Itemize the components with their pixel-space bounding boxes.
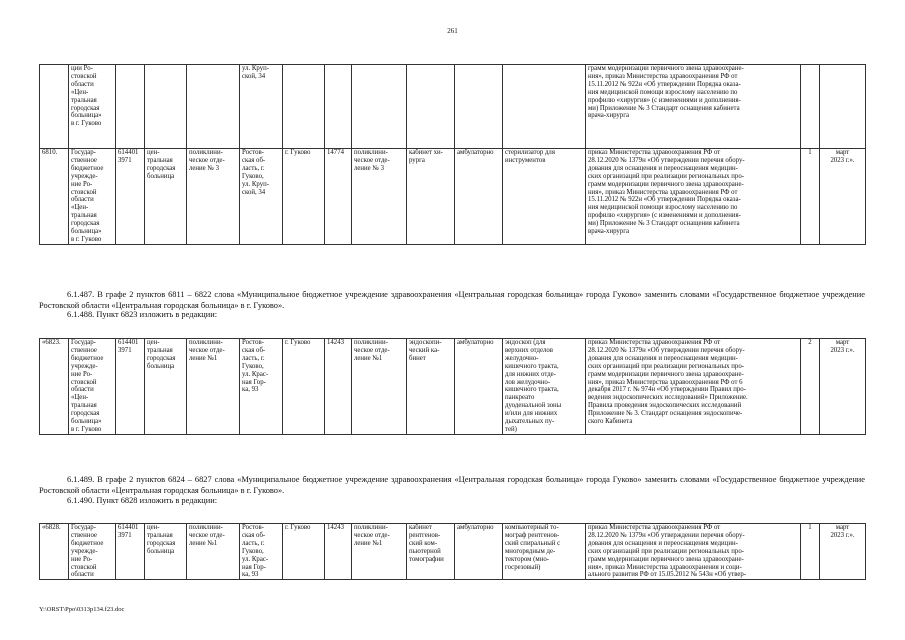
cell <box>283 65 325 149</box>
cell-date: март 2023 г.». <box>820 524 866 580</box>
cell-date: март 2023 г.». <box>820 149 866 245</box>
cell <box>455 65 503 149</box>
cell <box>187 65 240 149</box>
document-path-footer: Y:\ORST\Ppo\0313p134.f23.doc <box>39 606 125 613</box>
cell <box>116 65 145 149</box>
cell <box>40 65 69 149</box>
cell-city: г. Гуково <box>283 524 325 580</box>
cell-regulation: приказ Министерства здравоохранения РФ от 28.12.2020 № 1379н «Об утверждении перечня обору- дования для оснащения и переоснащения медицин- ских организаций при реализации региональных про- грамм модернизации первичного звена здравоохране- ния», приказ Министерства здравоохранения РФ от 6 декабря 2017 г. № 974н «Об утверждении Правил про- ведения эндоскопических исследований» Приложение. Правила проведения эндоскопических исследований Приложение № 3. Стандарт оснащения эндоскопиче- ского Кабинета <box>586 339 801 435</box>
cell-equipment: стерилизатор для инструментов <box>503 149 586 245</box>
cell-number: «6828. <box>40 524 69 580</box>
cell <box>145 65 187 149</box>
cell <box>503 65 586 149</box>
cell-address: ул. Круп- ской, 34 <box>240 65 283 149</box>
cell-address: Ростов- ская об- ласть, г. Гуково, ул. Крас- ная Гор- ка, 93 <box>240 339 283 435</box>
cell <box>801 65 820 149</box>
cell-regulation: приказ Министерства здравоохранения РФ от 28.12.2020 № 1379н «Об утверждении перечня обору- дования для оснащения и переоснащения медицин- ских организаций при реализации региональных про- грамм модернизации первичного звена здравоохране- ния», приказ Министерства здравоохранения и соци- ального развития РФ от 15.05.2012 № 543н «Об утвер- <box>586 524 801 580</box>
cell-equipment: компьютерный то- мограф рентгенов- ский спиральный с многорядным де- тектором (мно- госрезовый) <box>503 524 586 580</box>
cell-mode: амбулаторно <box>455 149 503 245</box>
table-point-6828 <box>39 523 866 580</box>
cell-mode: амбулаторно <box>455 524 503 580</box>
table-row-6810 <box>40 149 866 245</box>
cell-id: 14243 <box>325 339 352 435</box>
cell-department: поликлини- ческое отде- ление № 3 <box>187 149 240 245</box>
cell-address: Ростов- ская об- ласть, г. Гуково, ул. Круп- ской, 34 <box>240 149 283 245</box>
cell-code: 614401 3971 <box>116 339 145 435</box>
table-row-continued <box>40 65 866 149</box>
cell <box>407 65 455 149</box>
cell-regulation: грамм модернизации первичного звена здравоохране- ния», приказ Министерства здравоохранения РФ от 15.11.2012 № 922н «Об утверждении Порядка оказа- ния медицинской помощи взрослому населению по профилю «хирургия» (с изменениями и дополнения- ми) Приложение № 3 Стандарт оснащения кабинета врача-хирурга <box>586 65 801 149</box>
cell-org-name: Государ- ственное бюджетное учрежде- ние Ро- стовской области <box>69 524 116 580</box>
cell <box>820 65 866 149</box>
cell-id: 14243 <box>325 524 352 580</box>
cell-code: 614401 3971 <box>116 149 145 245</box>
cell-org-name: Государ- ственное бюджетное учрежде- ние Ро- стовской области «Цен- тральная городская больница» в г. Гуково <box>69 149 116 245</box>
cell-quantity: 1 <box>801 524 820 580</box>
cell-city: г. Гуково <box>283 339 325 435</box>
cell-department: поликлини- ческое отде- ление №1 <box>187 339 240 435</box>
cell-department: поликлини- ческое отде- ление №1 <box>187 524 240 580</box>
paragraph-6-1-488: 6.1.488. Пункт 6823 изложить в редакции: <box>67 310 218 319</box>
cell-room: кабинет хи- рурга <box>407 149 455 245</box>
cell-unit: поликлини- ческое отде- ление № 3 <box>352 149 407 245</box>
cell <box>325 65 352 149</box>
cell-unit: поликлини- ческое отде- ление №1 <box>352 339 407 435</box>
cell-regulation: приказ Министерства здравоохранения РФ от 28.12.2020 № 1379н «Об утверждении перечня обору- дования для оснащения и переоснащения медицин- ских организаций при реализации региональных про- грамм модернизации первичного звена здравоохране- ния», приказ Министерства здравоохранения РФ от 15.11.2012 № 922н «Об утверждении Порядка оказа- ния медицинской помощи взрослому населению по профилю «хирургия» (с изменениями и дополнения- ми) Приложение № 3 Стандарт оснащения кабинета врача-хирурга <box>586 149 801 245</box>
table-row-6823 <box>40 339 866 435</box>
cell-address: Ростов- ская об- ласть, г. Гуково, ул. Крас- ная Гор- ка, 93 <box>240 524 283 580</box>
cell-org-name: ции Ро- стовской области «Цен- тральная городская больница» в г. Гуково <box>69 65 116 149</box>
cell-facility: цен- тральная городская больница <box>145 339 187 435</box>
cell-room: кабинет рентгенов- ский ком- пьютерной томографии <box>407 524 455 580</box>
paragraph-6-1-490: 6.1.490. Пункт 6828 изложить в редакции: <box>67 496 218 505</box>
table-fragment-continued <box>39 64 866 245</box>
cell-facility: цен- тральная городская больница <box>145 149 187 245</box>
cell-code: 614401 3971 <box>116 524 145 580</box>
paragraph-6-1-489: 6.1.489. В графе 2 пунктов 6824 – 6827 слова «Муниципальное бюджетное учреждение здравоохранения «Центральная городская больница» города Гуково» заменить словами «Государственное бюджетное учреждение Ростовской области «Центральная городская больница» в г. Гуково». <box>39 475 865 495</box>
cell-date: март 2023 г.». <box>820 339 866 435</box>
cell-city: г. Гуково <box>283 149 325 245</box>
cell-quantity: 1 <box>801 149 820 245</box>
cell-quantity: 2 <box>801 339 820 435</box>
cell-id: 14774 <box>325 149 352 245</box>
cell-org-name: Государ- ственное бюджетное учрежде- ние Ро- стовской области «Цен- тральная городская больница» в г. Гуково <box>69 339 116 435</box>
table-point-6823 <box>39 338 866 435</box>
table-row-6828 <box>40 524 866 580</box>
cell-mode: амбулаторно <box>455 339 503 435</box>
cell-unit: поликлини- ческое отде- ление №1 <box>352 524 407 580</box>
paragraph-6-1-487: 6.1.487. В графе 2 пунктов 6811 – 6822 слова «Муниципальное бюджетное учреждение здравоохранения «Центральная городская больница» города Гуково» заменить словами «Государственное бюджетное учреждение Ростовской области «Центральная городская больница» в г. Гуково». <box>39 290 865 310</box>
cell-number: «6823. <box>40 339 69 435</box>
cell-facility: цен- тральная городская больница <box>145 524 187 580</box>
cell-room: эндоскопи- ческий ка- бинет <box>407 339 455 435</box>
cell <box>352 65 407 149</box>
cell-equipment: эндоскоп (для верхних отделов желудочно- кишечного тракта, для нижних отде- лов желудочно- кишечного тракта, панкреато дуоденальной зоны и/или для нижних дыхательных пу- тей) <box>503 339 586 435</box>
page-number: 261 <box>447 27 458 35</box>
cell-number: 6810. <box>40 149 69 245</box>
